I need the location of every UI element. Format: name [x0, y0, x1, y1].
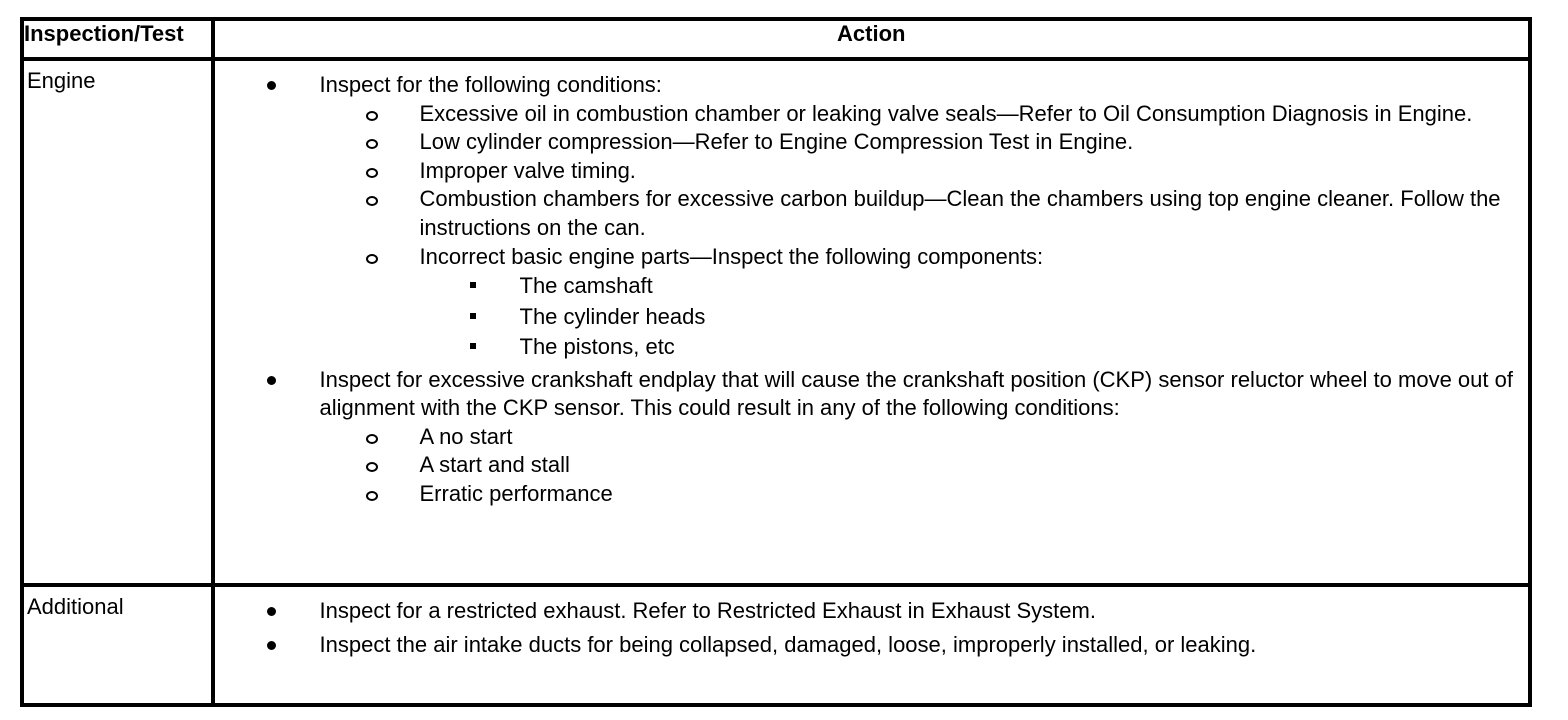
bullet-circle-icon	[366, 139, 378, 149]
list-item	[215, 243, 1529, 272]
list-item	[215, 332, 1529, 363]
list-item	[215, 366, 1529, 423]
list-item	[215, 128, 1529, 157]
item-text: The cylinder heads	[519, 303, 706, 329]
header-action: Action	[213, 19, 1531, 59]
table-header-row	[22, 19, 1530, 59]
list-item	[215, 100, 1529, 129]
item-text: Inspect the air intake ducts for being collapsed, damaged, loose, improperly installed, or leaking.	[319, 631, 1257, 657]
bullet-circle-icon	[366, 111, 378, 121]
inspection-table	[20, 17, 1532, 707]
list-item	[215, 71, 1529, 100]
row-label-engine: Engine	[22, 59, 213, 585]
bullet-circle-icon	[366, 168, 378, 178]
item-text: Low cylinder compression—Refer to Engine Compression Test in Engine.	[419, 129, 1134, 155]
list-item	[215, 157, 1529, 186]
bullet-square-icon	[470, 282, 476, 288]
list-item	[215, 597, 1529, 626]
bullet-circle-icon	[366, 196, 378, 206]
item-text: A no start	[419, 423, 513, 449]
item-text: Combustion chambers for excessive carbon buildup—Clean the chambers using top engine cleaner. Follow the instructions on the can.	[419, 186, 1501, 240]
list-item	[215, 271, 1529, 302]
action-cell-engine	[213, 59, 1531, 585]
item-text: The camshaft	[519, 273, 653, 299]
item-text: Incorrect basic engine parts—Inspect the following components:	[419, 243, 1044, 269]
row-label-additional: Additional	[22, 585, 213, 705]
list-item	[215, 423, 1529, 452]
bullet-square-icon	[470, 313, 476, 319]
action-cell-additional	[213, 585, 1531, 705]
bullet-circle-icon	[366, 491, 378, 501]
item-text: Inspect for the following conditions:	[319, 72, 662, 97]
list-item	[215, 302, 1529, 333]
item-text: A start and stall	[419, 452, 570, 478]
bullet-circle-icon	[366, 434, 378, 444]
item-text: Inspect for a restricted exhaust. Refer to Restricted Exhaust in Exhaust System.	[319, 598, 1096, 623]
list-item	[215, 631, 1529, 660]
bullet-dot-icon	[267, 641, 276, 650]
bullet-circle-icon	[366, 254, 378, 264]
bullet-dot-icon	[267, 376, 276, 385]
item-text: Improper valve timing.	[419, 157, 636, 183]
list-item	[215, 185, 1529, 242]
bullet-square-icon	[470, 343, 476, 349]
list-item	[215, 451, 1529, 480]
header-inspection-test: Inspection/Test	[22, 19, 213, 59]
item-text: Excessive oil in combustion chamber or leaking valve seals—Refer to Oil Consumption Diagnosis in Engine.	[419, 100, 1473, 126]
item-text: The pistons, etc	[519, 334, 675, 360]
table-row-additional	[22, 585, 1530, 705]
bullet-circle-icon	[366, 462, 378, 472]
list-item	[215, 480, 1529, 509]
bullet-dot-icon	[267, 81, 276, 90]
item-text: Inspect for excessive crankshaft endplay that will cause the crankshaft position (CKP) sensor reluctor wheel to move out of alignment with the CKP sensor. This could result in any of the following conditions:	[319, 366, 1513, 421]
bullet-dot-icon	[267, 607, 276, 616]
table-row-engine	[22, 59, 1530, 585]
item-text: Erratic performance	[419, 481, 613, 507]
